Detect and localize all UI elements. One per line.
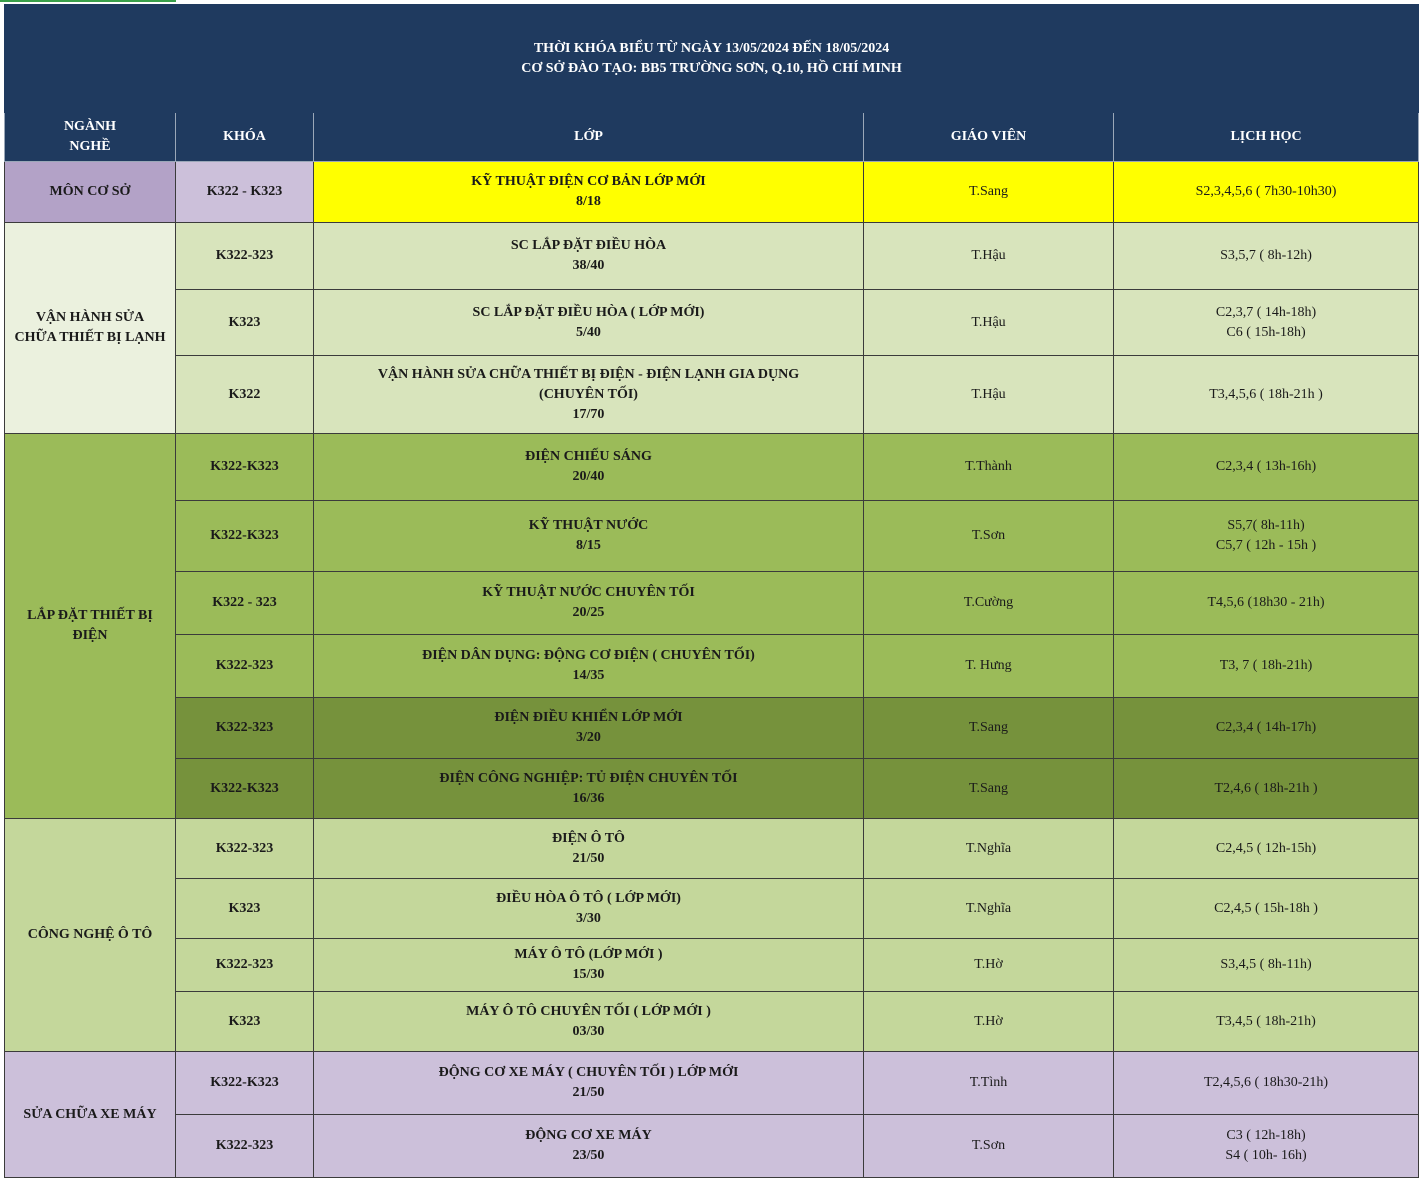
table-row (5, 356, 1419, 434)
group-cell (5, 434, 176, 819)
timetable (4, 4, 1419, 1178)
class-line: 15/30 (572, 967, 605, 982)
group-label: CHỮA THIẾT BỊ LẠNH (14, 330, 166, 345)
class-line: (CHUYÊN TỐI) (539, 386, 638, 402)
group-label: LẮP ĐẶT THIẾT BỊ (27, 608, 153, 623)
class-line: 16/36 (572, 790, 605, 806)
class-cell (314, 939, 864, 992)
teacher-cell: T.Sang (864, 759, 1114, 819)
class-line: ĐIỆN Ô TÔ (552, 830, 625, 846)
class-line: 38/40 (572, 258, 605, 273)
schedule-line: S3,5,7 ( 8h-12h) (1220, 248, 1312, 263)
khoa-cell: K322 - K323 (176, 162, 314, 223)
table-row (5, 1115, 1419, 1178)
header-row (5, 113, 1419, 162)
class-line: MÁY Ô TÔ (LỚP MỚI ) (514, 947, 663, 962)
schedule-cell (1114, 162, 1419, 223)
table-row (5, 759, 1419, 819)
class-cell (314, 501, 864, 572)
header-nganh-line2: NGHỀ (69, 139, 111, 154)
class-line: ĐỘNG CƠ XE MÁY (525, 1128, 652, 1143)
table-row (5, 223, 1419, 290)
teacher-cell: T. Hưng (864, 635, 1114, 698)
schedule-line: C2,3,4 ( 13h-16h) (1215, 459, 1317, 474)
table-row (5, 434, 1419, 501)
title-row (5, 5, 1419, 113)
schedule-line: T3,4,5 ( 18h-21h) (1216, 1013, 1316, 1029)
class-cell (314, 992, 864, 1052)
teacher-cell: T.Hậu (864, 223, 1114, 290)
khoa-cell: K323 (176, 290, 314, 356)
teacher-cell: T.Cường (864, 572, 1114, 635)
group-cell (5, 1052, 176, 1178)
schedule-cell (1114, 819, 1419, 879)
title-line-2: CƠ SỞ ĐÀO TẠO: BB5 TRƯỜNG SƠN, Q.10, HỒ CHÍ MINH (521, 60, 902, 76)
schedule-line: S3,4,5 ( 8h-11h) (1220, 957, 1312, 972)
header-nganh-line1: NGÀNH (63, 119, 117, 134)
teacher-cell: T.Sơn (864, 501, 1114, 572)
header-lop: LỚP (314, 113, 864, 162)
khoa-cell: K322-323 (176, 698, 314, 759)
table-row (5, 698, 1419, 759)
class-line: 23/50 (572, 1148, 605, 1163)
class-line: SC LẮP ĐẶT ĐIỀU HÒA (510, 238, 667, 253)
teacher-cell: T.Hậu (864, 290, 1114, 356)
teacher-cell: T.Hờ (864, 992, 1114, 1052)
table-row (5, 819, 1419, 879)
title-line-1: THỜI KHÓA BIỂU TỪ NGÀY 13/05/2024 ĐẾN 18/05/2024 (533, 40, 890, 56)
schedule-cell (1114, 939, 1419, 992)
teacher-cell: T.Sang (864, 162, 1114, 223)
timetable-title (5, 5, 1419, 113)
teacher-cell: T.Thành (864, 434, 1114, 501)
schedule-cell (1114, 501, 1419, 572)
class-line: ĐIỆN CHIẾU SÁNG (525, 449, 652, 464)
schedule-line: S5,7( 8h-11h) (1227, 518, 1305, 533)
schedule-line: T4,5,6 (18h30 - 21h) (1207, 595, 1325, 610)
class-cell (314, 434, 864, 501)
group-cell (5, 162, 176, 223)
khoa-cell: K323 (176, 992, 314, 1052)
header-khoa: KHÓA (176, 113, 314, 162)
class-cell (314, 290, 864, 356)
schedule-line: C2,3,4 ( 14h-17h) (1215, 720, 1317, 735)
class-line: 17/70 (572, 406, 605, 422)
schedule-cell (1114, 356, 1419, 434)
schedule-line: T3, 7 ( 18h-21h) (1219, 658, 1313, 673)
class-line: 3/20 (576, 730, 601, 745)
class-cell (314, 162, 864, 223)
table-row (5, 162, 1419, 223)
class-cell (314, 879, 864, 939)
khoa-cell: K322 - 323 (176, 572, 314, 635)
schedule-line: C2,3,7 ( 14h-18h) (1215, 304, 1317, 320)
group-label: SỬA CHỮA XE MÁY (23, 1106, 157, 1122)
schedule-line: T2,4,6 ( 18h-21h ) (1214, 780, 1318, 796)
class-cell (314, 635, 864, 698)
group-label: VẬN HÀNH SỬA (35, 310, 145, 325)
class-line: ĐỘNG CƠ XE MÁY ( CHUYÊN TỐI ) LỚP MỚI (438, 1065, 739, 1080)
khoa-cell: K322 (176, 356, 314, 434)
schedule-line: C2,4,5 ( 12h-15h) (1215, 840, 1317, 856)
teacher-cell: T.Nghĩa (864, 879, 1114, 939)
class-cell (314, 356, 864, 434)
timetable-sheet (4, 4, 1418, 1178)
khoa-cell: K322-323 (176, 939, 314, 992)
table-row (5, 635, 1419, 698)
class-line: 20/25 (572, 605, 605, 620)
schedule-cell (1114, 1052, 1419, 1115)
class-line: 21/50 (572, 1085, 605, 1100)
table-row (5, 501, 1419, 572)
khoa-cell: K322-323 (176, 819, 314, 879)
khoa-cell: K322-323 (176, 1115, 314, 1178)
class-line: SC LẮP ĐẶT ĐIỀU HÒA ( LỚP MỚI) (472, 304, 705, 320)
schedule-line: T3,4,5,6 ( 18h-21h ) (1209, 386, 1323, 402)
schedule-line: C5,7 ( 12h - 15h ) (1215, 538, 1317, 553)
group-label: ĐIỆN (72, 628, 108, 643)
table-row (5, 879, 1419, 939)
schedule-line: S2,3,4,5,6 ( 7h30-10h30) (1195, 184, 1337, 199)
group-cell (5, 819, 176, 1052)
teacher-cell: T.Nghĩa (864, 819, 1114, 879)
class-cell (314, 1115, 864, 1178)
class-line: 3/30 (576, 910, 601, 926)
header-giao-vien: GIÁO VIÊN (864, 113, 1114, 162)
class-cell (314, 572, 864, 635)
khoa-cell: K322-K323 (176, 501, 314, 572)
class-line: 8/18 (576, 194, 601, 209)
class-line: ĐIỀU HÒA Ô TÔ ( LỚP MỚI) (496, 890, 681, 906)
khoa-cell: K322-323 (176, 635, 314, 698)
class-cell (314, 1052, 864, 1115)
schedule-cell (1114, 1115, 1419, 1178)
class-line: 21/50 (572, 850, 605, 866)
teacher-cell: T.Sơn (864, 1115, 1114, 1178)
class-line: KỸ THUẬT NƯỚC CHUYÊN TỐI (482, 585, 695, 600)
group-label: CÔNG NGHỆ Ô TÔ (27, 927, 153, 942)
teacher-cell: T.Hờ (864, 939, 1114, 992)
group-cell (5, 223, 176, 434)
schedule-cell (1114, 572, 1419, 635)
khoa-cell: K322-K323 (176, 759, 314, 819)
schedule-cell (1114, 879, 1419, 939)
header-nganh-nghe (5, 113, 176, 162)
table-row (5, 1052, 1419, 1115)
class-cell (314, 759, 864, 819)
khoa-cell: K322-K323 (176, 434, 314, 501)
schedule-line: T2,4,5,6 ( 18h30-21h) (1204, 1075, 1329, 1090)
schedule-cell (1114, 759, 1419, 819)
schedule-cell (1114, 434, 1419, 501)
khoa-cell: K322-323 (176, 223, 314, 290)
table-row (5, 290, 1419, 356)
schedule-line: S4 ( 10h- 16h) (1225, 1148, 1307, 1163)
class-line: 20/40 (572, 469, 605, 484)
class-cell (314, 819, 864, 879)
class-line: KỸ THUẬT ĐIỆN CƠ BẢN LỚP MỚI (471, 174, 706, 189)
teacher-cell: T.Hậu (864, 356, 1114, 434)
schedule-line: C3 ( 12h-18h) (1226, 1128, 1306, 1143)
schedule-line: C2,4,5 ( 15h-18h ) (1214, 900, 1318, 916)
schedule-cell (1114, 992, 1419, 1052)
khoa-cell: K323 (176, 879, 314, 939)
class-cell (314, 698, 864, 759)
schedule-cell (1114, 635, 1419, 698)
class-line: ĐIỆN DÂN DỤNG: ĐỘNG CƠ ĐIỆN ( CHUYÊN TỐI) (422, 648, 755, 663)
class-line: MÁY Ô TÔ CHUYÊN TỐI ( LỚP MỚI ) (466, 1003, 711, 1019)
class-line: ĐIỆN ĐIỀU KHIỂN LỚP MỚI (494, 710, 683, 725)
header-lich-hoc: LỊCH HỌC (1114, 113, 1419, 162)
group-label: MÔN CƠ SỞ (49, 184, 131, 199)
class-line: VẬN HÀNH SỬA CHỮA THIẾT BỊ ĐIỆN - ĐIỆN LẠNH GIA DỤNG (377, 366, 800, 382)
table-row (5, 572, 1419, 635)
class-line: ĐIỆN CÔNG NGHIỆP: TỦ ĐIỆN CHUYÊN TỐI (439, 770, 738, 786)
class-line: 03/30 (572, 1023, 605, 1039)
schedule-cell (1114, 290, 1419, 356)
class-line: KỸ THUẬT NƯỚC (528, 518, 649, 533)
khoa-cell: K322-K323 (176, 1052, 314, 1115)
table-row (5, 992, 1419, 1052)
teacher-cell: T.Tình (864, 1052, 1114, 1115)
class-line: 14/35 (572, 668, 605, 683)
class-line: 5/40 (576, 324, 601, 340)
schedule-cell (1114, 223, 1419, 290)
teacher-cell: T.Sang (864, 698, 1114, 759)
class-line: 8/15 (576, 538, 601, 553)
schedule-cell (1114, 698, 1419, 759)
class-cell (314, 223, 864, 290)
schedule-line: C6 ( 15h-18h) (1226, 324, 1306, 340)
table-row (5, 939, 1419, 992)
